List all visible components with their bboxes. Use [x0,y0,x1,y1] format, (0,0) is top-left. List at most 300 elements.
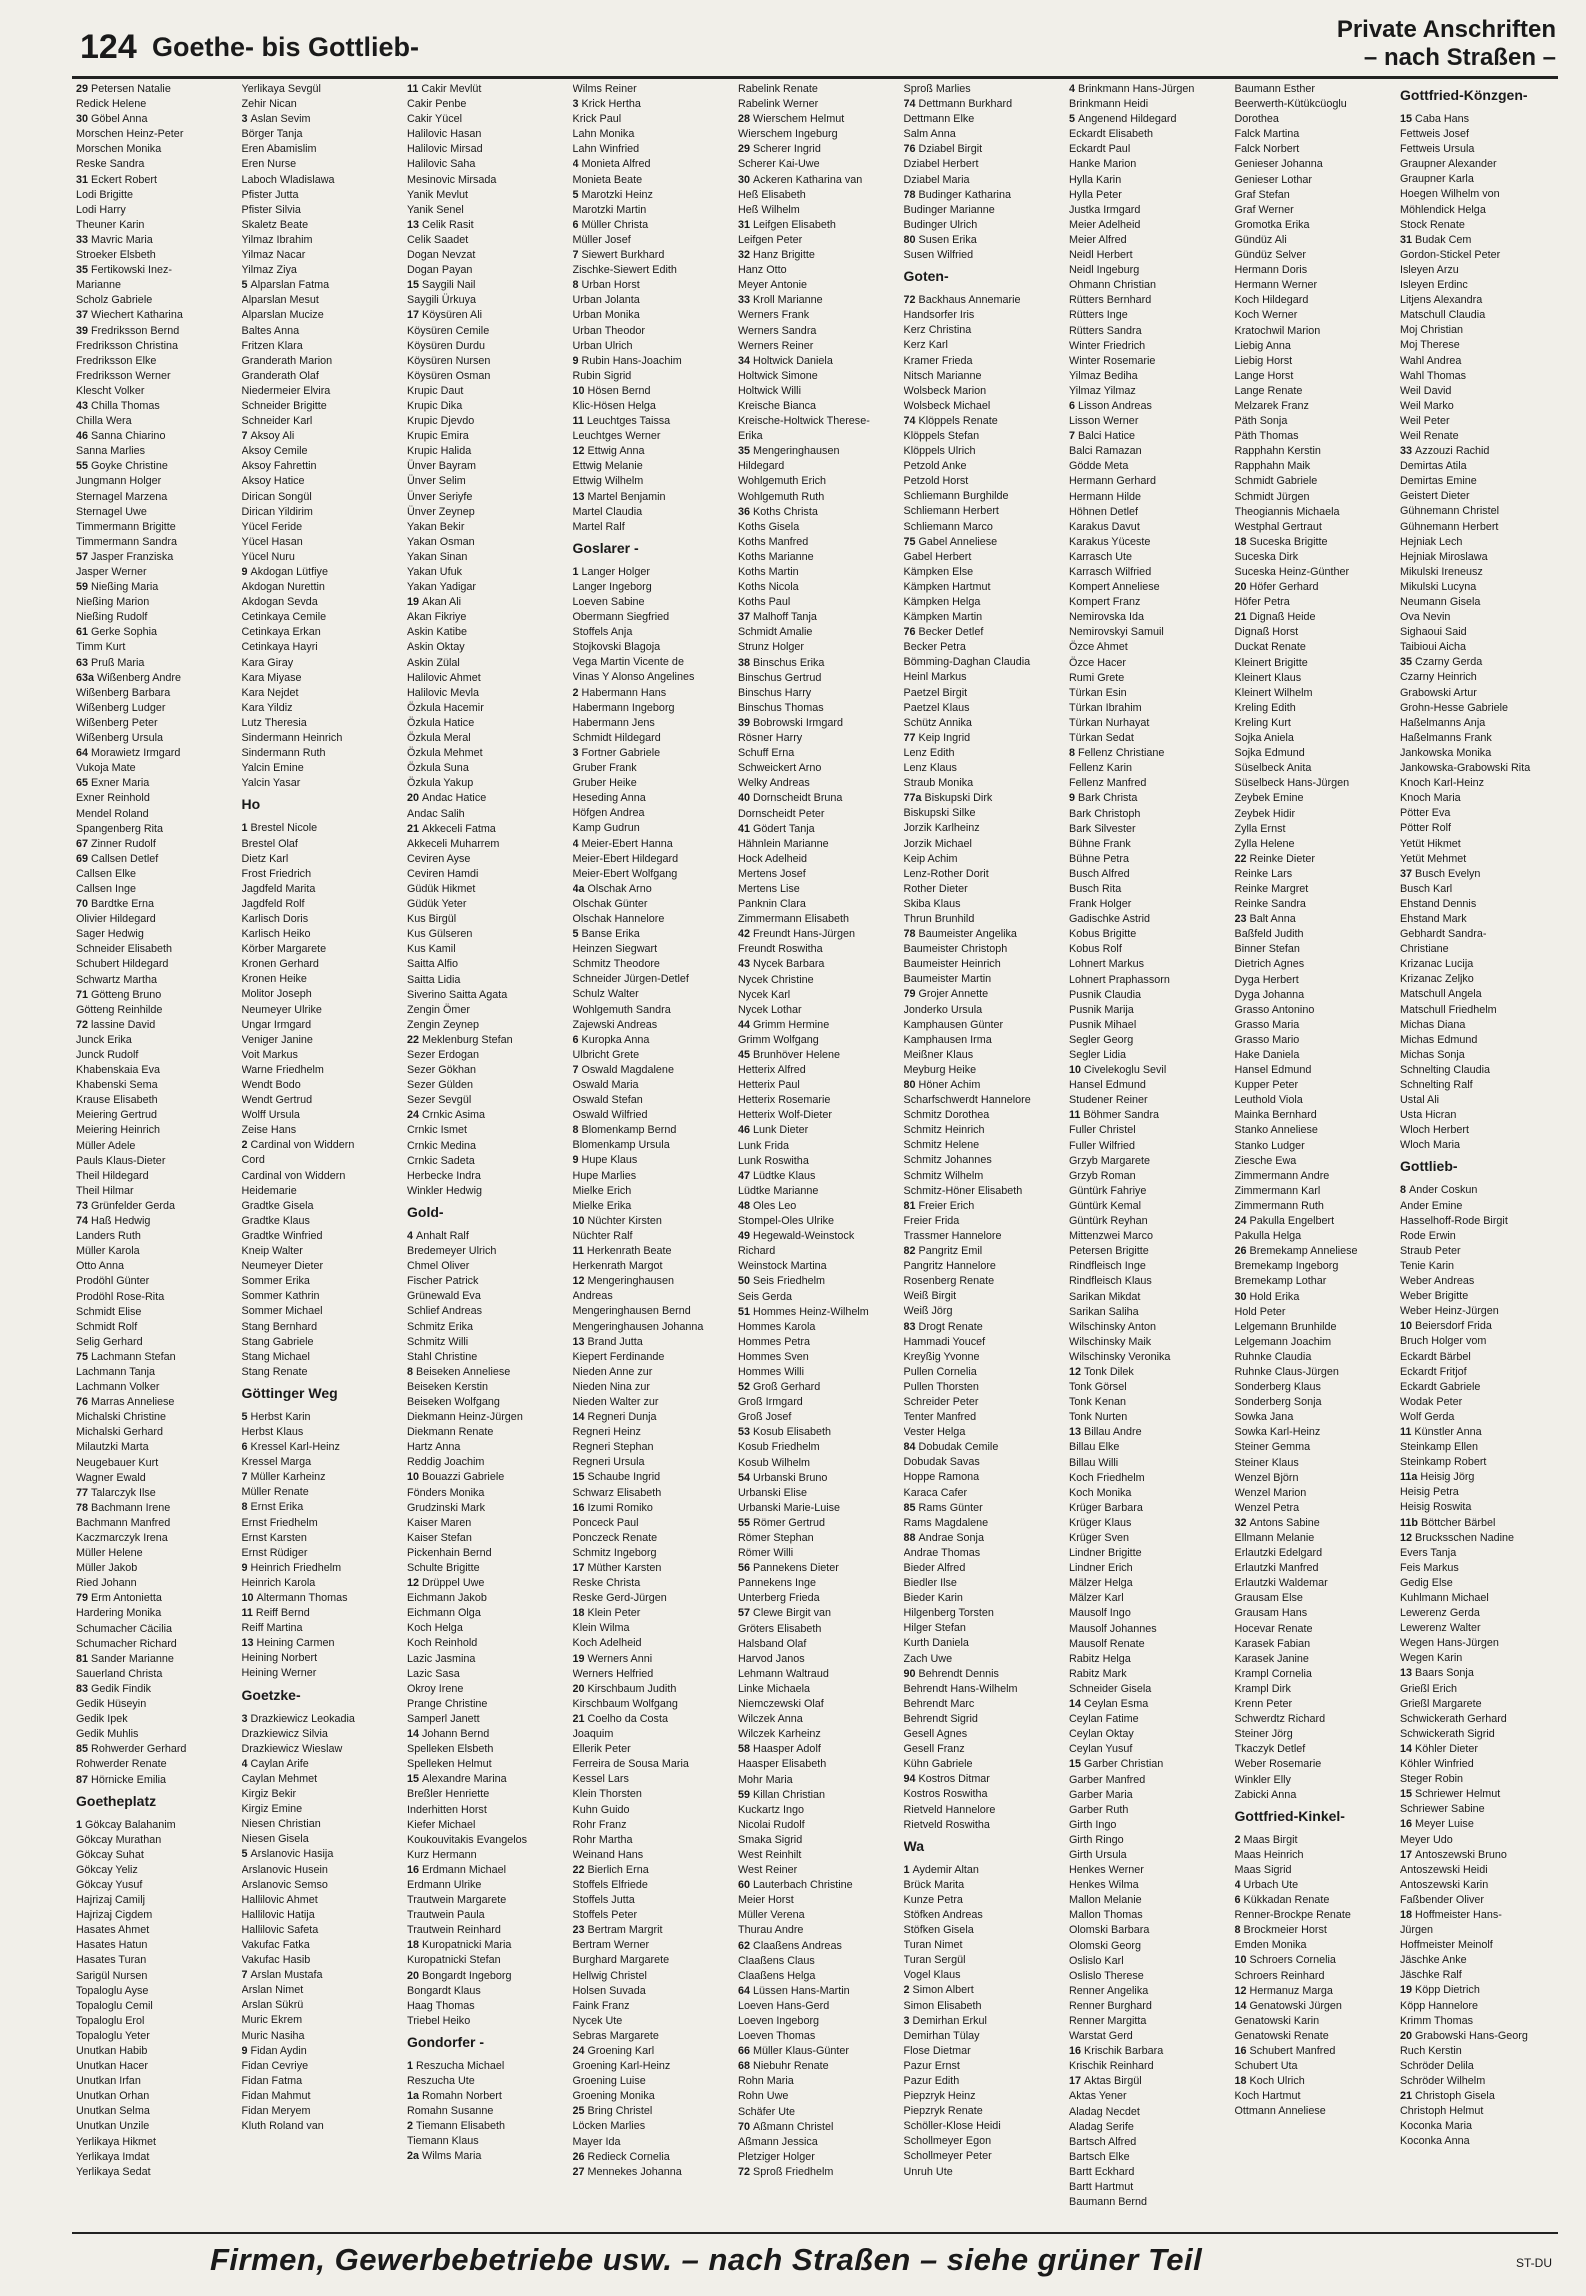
resident-entry: Segler Lidia [1069,1049,1127,1061]
resident-entry [1235,1984,1383,1999]
street-heading: Ho [241,796,261,813]
house-number: 55 [76,460,89,473]
resident-name: Kükkadan Renate [1243,1894,1330,1907]
resident-entry: Herbst Klaus [241,1425,304,1438]
house-number: 23 [1234,913,1247,926]
resident-entry: Falck Martina [1234,128,1300,141]
house-number: 7 [572,1063,579,1076]
house-number: 1 [903,1863,910,1876]
resident-entry [904,927,1052,942]
resident-entry: Yücel Feride [241,520,303,533]
header-rule [72,76,1558,79]
resident-entry [573,686,721,701]
resident-entry: Turan Nimet [903,1939,963,1952]
resident-entry: Bark Silvester [1069,822,1136,835]
resident-entry: Yücel Nuru [241,550,295,563]
resident-entry: Nicolai Rudolf [738,1818,805,1831]
house-number: 8 [241,1501,248,1514]
resident-entry: Kirgiz Bekir [241,1788,297,1801]
house-number: 72 [76,1018,89,1031]
resident-entry: Jäschke Anke [1400,1954,1467,1967]
resident-name: Künstler Anna [1414,1425,1482,1438]
resident-entry [76,1501,224,1516]
resident-entry [904,97,1052,112]
resident-entry [1069,429,1217,444]
resident-name: Urbach Ute [1243,1878,1299,1891]
resident-entry: Claaßens Helga [738,1969,816,1982]
resident-entry: Demirtas Emine [1400,475,1477,488]
resident-entry [1235,580,1383,595]
resident-entry: Hetterix Rosemarie [738,1094,831,1107]
resident-entry [738,1123,886,1138]
resident-entry: Turan Sergül [903,1954,966,1967]
resident-entry [738,1878,886,1893]
resident-entry: Paetzel Klaus [903,701,970,714]
resident-entry [738,1606,886,1621]
resident-entry [573,278,721,293]
resident-entry: Meyer Antonie [738,279,808,292]
resident-entry: Koths Gisela [738,520,800,533]
resident-entry [76,656,224,671]
resident-entry: Ettwig Melanie [572,460,643,473]
resident-name: Bobrowski Irmgard [753,716,844,729]
resident-entry: Genieser Lothar [1234,173,1312,186]
resident-entry: Wenzel Björn [1234,1471,1299,1484]
resident-entry [573,1606,721,1621]
resident-entry: Olschak Günter [572,897,648,910]
resident-name: Aktas Birgül [1084,2075,1142,2088]
resident-entry: Muric Ekrem [241,2014,303,2027]
resident-entry: Handsorfer Iris [903,309,975,322]
resident-entry [242,1591,390,1606]
house-number: 20 [1400,2029,1413,2042]
resident-entry: Aksoy Cemile [241,445,308,458]
resident-entry: Reddig Joachim [407,1456,485,1469]
resident-name: Köpp Dietrich [1415,1984,1480,1997]
resident-entry: Alparslan Mesut [241,294,319,307]
resident-entry: Baumeister Christoph [903,943,1008,956]
resident-entry: Yalcin Yasar [241,777,301,790]
resident-entry: Kamp Gudrun [572,822,640,835]
house-number: 25 [572,2105,585,2118]
house-number: 72 [903,294,916,307]
resident-entry: Muric Nasiha [241,2029,305,2042]
resident-entry: Ünver Seriyfe [407,490,473,503]
resident-entry: Lange Renate [1234,384,1303,397]
resident-entry: Moj Christian [1400,324,1463,337]
resident-entry [573,1153,721,1168]
resident-entry: Wohlgemuth Ruth [738,490,825,503]
resident-entry: Halilovic Mevla [407,686,479,699]
resident-entry: Wißenberg Ludger [76,701,166,714]
resident-entry: Lüdtke Marianne [738,1184,819,1197]
resident-entry: Mausolf Ingo [1069,1607,1131,1620]
resident-entry [738,444,886,459]
resident-entry: Wilschinsky Veronika [1069,1350,1171,1363]
resident-entry: Akkeceli Muharrem [407,837,500,850]
house-number: 76 [903,626,916,639]
resident-entry: Prodöhl Günter [76,1275,150,1288]
resident-entry [242,278,390,293]
resident-name: Budak Cem [1415,233,1472,246]
resident-entry: Herkenrath Margot [572,1260,663,1273]
resident-entry: Wißenberg Barbara [76,686,171,699]
resident-entry: Weber Andreas [1400,1275,1475,1288]
resident-entry: Stock Renate [1400,218,1465,231]
resident-entry: Lahn Monika [572,128,635,141]
resident-name: Lachmann Stefan [91,1350,176,1363]
resident-name: Pruß Maria [91,656,145,669]
resident-name: Morawietz Irmgard [91,747,181,760]
resident-entry: Mausolf Renate [1069,1637,1145,1650]
resident-entry: Meier Adelheid [1069,218,1141,231]
resident-name: Köysüren Ali [422,309,483,322]
house-number: 64 [76,747,89,760]
resident-entry: Bredemeyer Ulrich [407,1245,497,1258]
house-number: 11a [1400,1471,1418,1484]
resident-name: Fredriksson Bernd [91,324,180,337]
resident-entry: Voit Markus [241,1048,298,1061]
resident-entry: Habermann Ingeborg [572,701,675,714]
resident-entry [738,505,886,520]
house-number: 22 [572,1863,585,1876]
house-number: 9 [241,1561,248,1574]
resident-entry: Olomski Georg [1069,1939,1141,1952]
resident-entry: Hocevar Renate [1234,1622,1313,1635]
resident-entry [904,414,1052,429]
resident-entry: Vinas Y Alonso Angelines [572,671,695,684]
street-heading: Goten- [903,268,949,285]
resident-entry: Hetterix Alfred [738,1064,806,1077]
resident-name: Olschak Arno [587,882,652,895]
resident-name: Kuropatnicki Maria [422,1939,512,1952]
resident-entry: Kiefer Michael [407,1818,476,1831]
resident-entry: Zylla Ernst [1234,822,1286,835]
resident-entry: Dietz Karl [241,852,289,865]
resident-entry: Tiemann Klaus [407,2135,479,2148]
resident-entry: Halilovic Ahmet [407,671,481,684]
resident-entry: Krimm Thomas [1400,2014,1473,2027]
resident-name: Kressel Karl-Heinz [250,1441,340,1454]
resident-entry: Martel Claudia [572,505,643,518]
resident-entry: Schwerdtz Richard [1234,1713,1326,1726]
house-number: 11 [241,1607,253,1620]
resident-entry: Renner Margitta [1069,2015,1147,2027]
resident-entry: Nycek Karl [738,988,791,1001]
resident-entry: Lelgemann Joachim [1234,1335,1332,1348]
house-number: 1 [76,1818,83,1831]
resident-name: lassine David [91,1018,156,1031]
house-number: 31 [738,218,751,231]
resident-name: Fertikowski Inez- [91,264,173,277]
resident-entry: Hommes Willi [738,1365,804,1378]
resident-entry [738,354,886,369]
resident-entry [76,233,224,248]
resident-entry: Dyga Herbert [1234,973,1299,986]
resident-name: Köhler Dieter [1415,1742,1479,1755]
resident-entry: Özce Ahmet [1069,641,1128,654]
resident-name: Hoffmeister Hans- [1415,1908,1502,1921]
resident-entry: Lunk Roswitha [738,1154,809,1167]
resident-entry [1235,610,1383,625]
resident-entry: Demirhan Tülay [903,2029,980,2042]
resident-entry: Jasper Werner [76,566,147,578]
resident-entry [242,565,390,580]
resident-name: Erm Antonietta [91,1592,162,1605]
resident-entry: Yakan Osman [407,535,475,548]
resident-entry: Fellenz Manfred [1069,777,1147,790]
resident-entry: Rabelink Werner [738,98,819,111]
resident-entry: Süselbeck Hans-Jürgen [1234,777,1350,790]
resident-entry: Garber Manfred [1069,1773,1146,1786]
resident-name: Nießing Maria [91,581,159,594]
resident-entry: Spelleken Elsbeth [407,1743,494,1756]
resident-entry: Mendel Roland [76,807,149,820]
resident-entry: Bühne Petra [1069,852,1130,865]
resident-entry: Hermann Doris [1234,264,1308,277]
resident-entry: Yakan Bekir [407,520,465,533]
house-number: 61 [76,626,89,639]
house-number: 14 [407,1728,420,1741]
resident-entry: Morschen Monika [76,143,162,156]
resident-entry: Ceylan Yusuf [1069,1743,1133,1756]
resident-name: Wilms Maria [422,2150,482,2163]
resident-entry: Chilla Wera [76,415,132,428]
resident-entry: Saitta Alfio [407,958,459,971]
resident-entry [573,1561,721,1576]
resident-entry: Schollmeyer Peter [903,2150,992,2163]
house-number: 73 [76,1199,89,1212]
resident-entry: Fuller Christel [1069,1124,1136,1137]
resident-entry: Knoch Karl-Heinz [1400,777,1485,790]
resident-name: Klöppels Renate [918,414,998,427]
resident-entry [738,656,886,671]
resident-name: Beiseken Anneliese [416,1365,511,1378]
resident-entry [407,1108,555,1123]
resident-entry: Saitta Lidia [407,973,461,986]
resident-entry [76,1018,224,1033]
resident-entry: Niemczewski Olaf [738,1698,824,1711]
resident-entry: Maas Heinrich [1234,1848,1304,1861]
resident-entry: Rapphahn Maik [1234,460,1311,473]
house-number: 26 [1234,1245,1247,1258]
resident-entry: Billau Willi [1069,1456,1119,1469]
resident-entry: Weber Brigitte [1400,1290,1469,1303]
house-number: 11 [572,415,584,428]
resident-entry [1235,1953,1383,1968]
resident-entry: Yanik Mevlut [407,188,469,201]
resident-entry: Busch Alfred [1069,867,1130,880]
resident-name: Mennekes Johanna [587,2165,682,2178]
resident-entry: Salm Anna [903,128,956,141]
resident-entry: Weinstock Martina [738,1260,827,1273]
resident-entry: Sebras Margarete [572,2029,659,2042]
resident-entry: Chmel Oliver [407,1260,470,1273]
resident-entry: Päth Thomas [1234,430,1299,443]
resident-entry: Topaloglu Yeter [76,2029,150,2042]
resident-entry: Bremekamp Lothar [1234,1275,1327,1288]
resident-entry: Koths Paul [738,596,791,609]
resident-entry: Lenz Edith [903,746,955,759]
resident-entry [407,2089,555,2104]
resident-entry: Nieden Anne zur [572,1365,653,1378]
resident-entry [573,1682,721,1697]
house-number: 1 [572,565,579,578]
house-number: 80 [903,1079,916,1091]
resident-entry: Olschak Hannelore [572,912,665,925]
resident-entry: Jürgen [1400,1924,1434,1937]
resident-entry: Ottmann Anneliese [1234,2105,1326,2118]
resident-entry: Breßler Henriette [407,1788,490,1801]
resident-entry: Rohn Uwe [738,2090,789,2103]
resident-entry: Grasso Mario [1234,1033,1300,1046]
house-number: 78 [76,1501,89,1514]
resident-entry: Schmidt Elise [76,1305,142,1318]
resident-entry: Drazkiewicz Silvia [241,1727,328,1740]
resident-entry: Sowka Jana [1234,1411,1294,1424]
resident-entry [1235,1833,1383,1848]
resident-entry: Schneider Karl [241,415,313,428]
resident-entry [738,716,886,731]
resident-entry: Ustal Ali [1400,1094,1440,1107]
resident-entry: Rabelink Renate [738,83,818,95]
resident-name: Fellenz Christiane [1078,747,1165,760]
house-number: 28 [738,113,751,126]
house-number: 51 [738,1305,751,1318]
resident-entry: Pullen Thorsten [903,1380,979,1393]
resident-entry [1069,791,1217,806]
resident-entry: Czarny Heinrich [1400,671,1477,684]
house-number: 17 [1400,1848,1413,1861]
resident-entry: Schmitz Johannes [903,1154,992,1167]
resident-entry: Yetüt Hikmet [1400,837,1461,850]
resident-name: Alparslan Fatma [250,279,330,292]
resident-name: Pannekens Dieter [753,1562,839,1575]
directory-column [1069,82,1217,2210]
resident-entry: Kämpken Martin [903,611,983,624]
resident-entry: West Reinhilt [738,1848,802,1861]
resident-name: Müller Karheinz [250,1471,326,1484]
house-number: 77 [76,1486,89,1499]
resident-entry: Aßmann Jessica [738,2135,818,2148]
resident-entry: Haag Thomas [407,1999,475,2012]
house-number: 37 [76,309,89,322]
resident-name: Höfer Gerhard [1249,581,1319,594]
resident-name: Saygili Nail [422,279,476,292]
resident-entry: Zimmermann Karl [1234,1184,1321,1197]
house-number: 54 [738,1471,751,1484]
resident-name: Bark Christa [1078,792,1138,805]
resident-entry: Sternagel Marzena [76,490,168,503]
resident-entry [904,535,1052,550]
resident-entry: Hansel Edmund [1069,1079,1146,1092]
resident-entry: Ernst Friedhelm [241,1516,318,1529]
resident-entry: Nüchter Ralf [572,1229,633,1242]
house-number: 13 [241,1637,254,1650]
resident-entry [738,927,886,942]
resident-entry [407,2059,555,2074]
resident-entry: Werners Helfried [572,1667,654,1680]
resident-entry: Köysüren Osman [407,369,491,382]
resident-entry: Sojka Aniela [1234,732,1294,745]
house-number: 74 [903,98,916,111]
resident-name: Müller Christa [581,218,649,231]
resident-entry: Schwickerath Sigrid [1400,1727,1495,1740]
resident-name: Balt Anna [1249,913,1296,926]
house-number: 30 [1234,1290,1247,1303]
resident-entry: Mikulski Ireneusz [1400,565,1483,578]
resident-entry [407,822,555,837]
resident-entry: Piepzryk Heinz [903,2090,976,2103]
resident-name: Aslan Sevim [250,113,311,126]
resident-entry: Hold Peter [1234,1305,1286,1318]
resident-entry: Gedik Hüseyin [76,1698,147,1711]
street-heading: Gottfried-Könzgen- [1400,87,1528,103]
resident-entry: Krampl Dirk [1234,1682,1291,1695]
house-number: 8 [572,279,579,292]
resident-name: Gökcay Balahanim [85,1818,176,1831]
house-number: 10 [572,384,585,397]
resident-entry [1069,1108,1217,1123]
resident-entry [1400,1531,1548,1546]
resident-entry: Freier Frida [903,1214,960,1227]
resident-entry: Grabowski Artur [1400,686,1477,699]
resident-name: Johann Bernd [422,1728,490,1741]
resident-name: Andrae Sonja [918,1531,984,1544]
house-number: 9 [241,566,248,578]
resident-entry: Pakulla Helga [1234,1230,1302,1243]
resident-entry: Vega Martin Vicente de [572,656,684,669]
resident-entry: Hoffmeister Meinolf [1400,1939,1493,1952]
resident-name: Meklenburg Stefan [422,1033,513,1046]
resident-entry: Lehmann Waltraud [738,1667,829,1680]
resident-entry: Gruber Frank [572,762,637,775]
resident-entry: Bartt Hartmut [1069,2181,1134,2194]
resident-entry: Karrasch Wilfried [1069,566,1152,578]
resident-name: Drogt Renate [918,1320,983,1333]
resident-entry: Schneider Gisela [1069,1682,1152,1695]
house-number: 76 [76,1396,89,1409]
resident-entry: Litjens Alexandra [1400,294,1483,307]
resident-entry: Hommes Karola [738,1320,816,1333]
resident-entry: Bühne Frank [1069,837,1131,850]
house-number: 70 [738,2120,751,2133]
resident-entry [1069,112,1217,127]
resident-entry: Köysüren Cemile [407,324,490,337]
resident-entry: Özkula Yakup [407,777,474,790]
house-number: 31 [1400,233,1413,246]
resident-entry: Faßbender Oliver [1400,1893,1485,1906]
resident-entry: Molitor Joseph [241,988,312,1001]
resident-entry [76,897,224,912]
house-number: 94 [903,1773,916,1786]
resident-name: Callsen Detlef [91,852,159,865]
house-number: 40 [738,792,751,805]
resident-entry [738,610,886,625]
resident-entry: Trautwein Reinhard [407,1924,501,1937]
resident-entry: Kleinert Klaus [1234,671,1302,684]
resident-entry [1235,1923,1383,1938]
resident-name: Herkenrath Beate [586,1245,672,1258]
resident-name: Budinger Katharina [918,188,1011,201]
resident-entry [242,2044,390,2059]
resident-entry: Nycek Ute [572,2014,623,2027]
resident-entry: Schmidt Gabriele [1234,475,1318,488]
house-number: 10 [407,1471,420,1484]
resident-name: Böttcher Bärbel [1421,1516,1496,1529]
resident-entry [904,791,1052,806]
resident-entry: Türkan Sedat [1069,732,1134,745]
